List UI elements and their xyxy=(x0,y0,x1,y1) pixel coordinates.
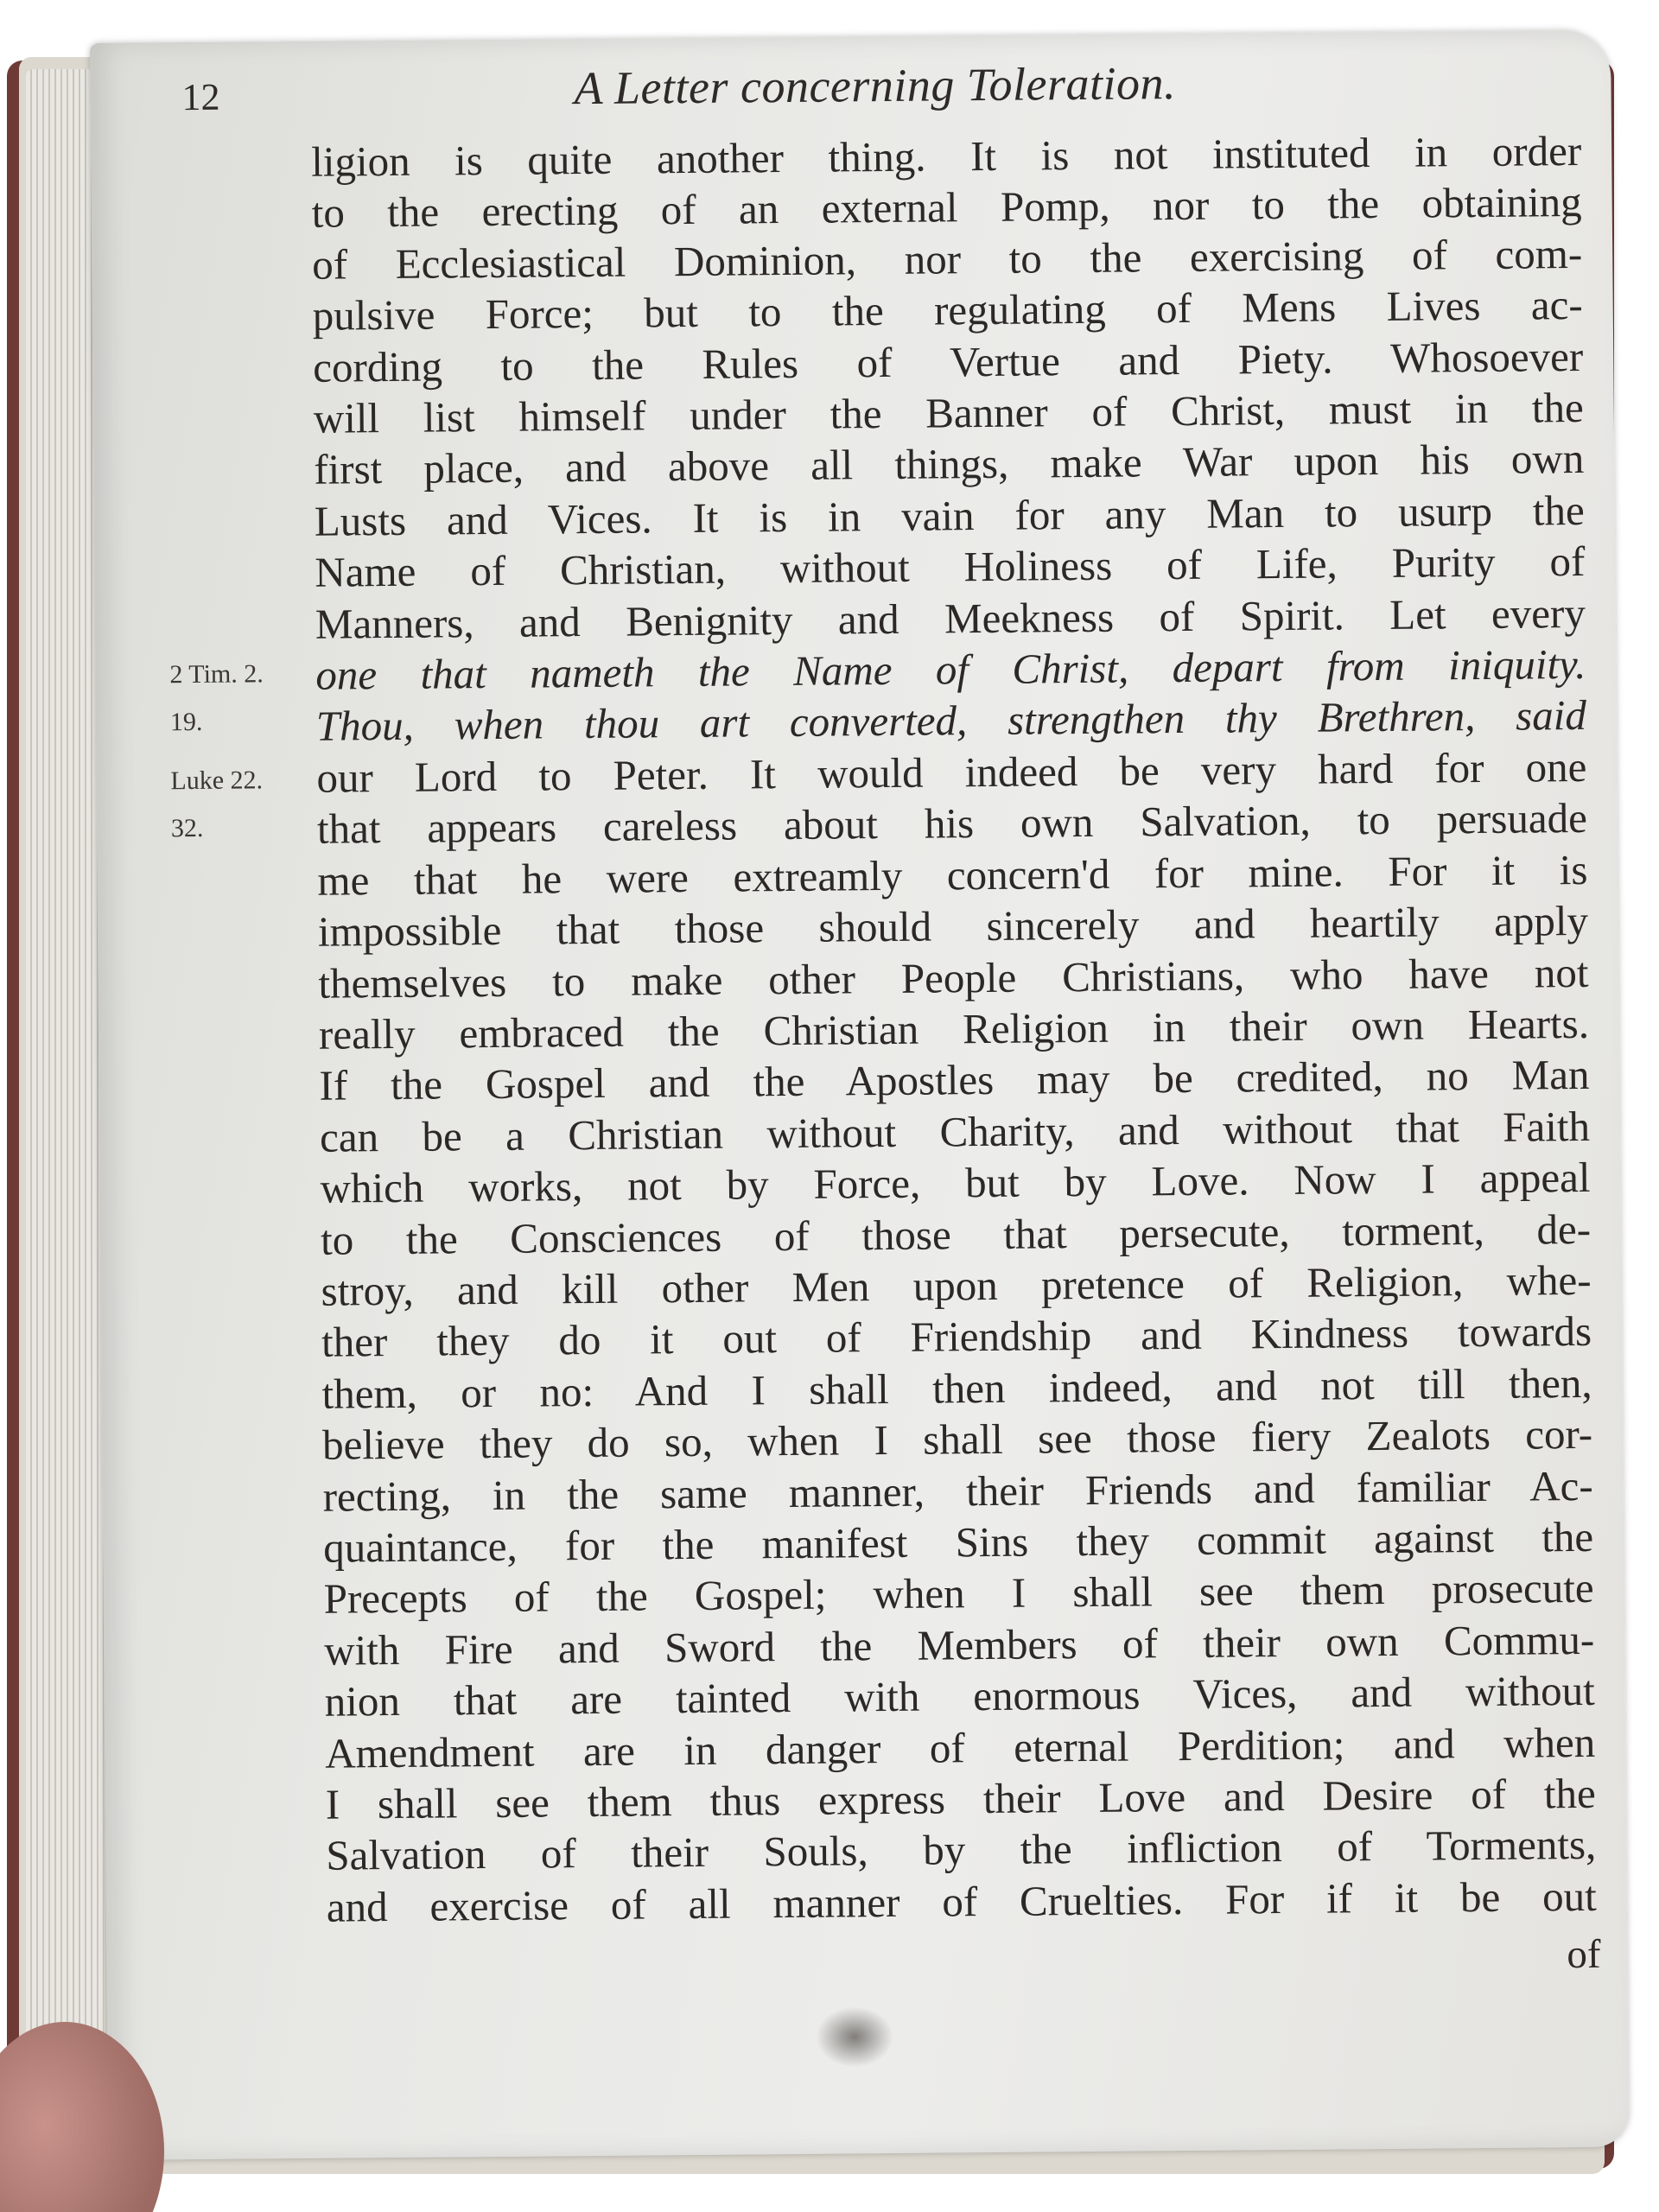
text-line: that appears careless about his own Salvation, to persuade xyxy=(316,794,1588,854)
text-line: themselves to make other People Christians, who have not xyxy=(318,948,1589,1007)
text-line: can be a Christian without Charity, and without that Faith xyxy=(319,1102,1591,1161)
text-line: ligion is quite another thing. It is not instituted in order xyxy=(310,126,1582,186)
text-line: pulsive Force; but to the regulating of Mens Lives ac- xyxy=(312,281,1583,340)
text-line: If the Gospel and the Apostles may be credited, no Man xyxy=(319,1051,1590,1110)
text-line: Salvation of their Souls, by the infliction of Torments, xyxy=(326,1821,1597,1880)
text-line: Lusts and Vices. It is in vain for any Man to usurp the xyxy=(314,486,1586,545)
text-line: Amendment are in danger of eternal Perdition; and when xyxy=(325,1718,1596,1777)
body-text xyxy=(311,125,1597,1933)
text-line: to the Consciences of those that persecute, torment, de- xyxy=(320,1205,1592,1264)
text-line: ther they do it out of Friendship and Kindness towards xyxy=(321,1307,1592,1367)
text-line: Manners, and Benignity and Meekness of Spirit. Let every xyxy=(315,588,1586,648)
text-line: Thou, when thou art converted, strengthen thy Brethren, said xyxy=(315,691,1587,751)
text-line: believe they do so, when I shall see those fiery Zealots cor- xyxy=(321,1410,1593,1469)
text-line: our Lord to Peter. It would indeed be very hard for one xyxy=(316,742,1587,802)
margin-note-citation: Luke 22. xyxy=(170,766,264,796)
margin-note-verse: 32. xyxy=(170,813,204,843)
margin-note-citation: 2 Tim. 2. xyxy=(169,659,264,690)
text-line: of Ecclesiastical Dominion, nor to the exercising of com- xyxy=(312,229,1583,289)
catchword: of xyxy=(1567,1931,1601,1978)
text-line: recting, in the same manner, their Friends and familiar Ac- xyxy=(322,1461,1593,1521)
text-line: Name of Christian, without Holiness of Life, Purity of xyxy=(315,537,1586,597)
book-page xyxy=(90,30,1629,2160)
text-line: me that he were extreamly concern'd for mine. For it is xyxy=(317,845,1588,905)
text-line: and exercise of all manner of Cruelties. For if it be out xyxy=(326,1872,1598,1931)
text-line: nion that are tainted with enormous Vices, and without xyxy=(324,1667,1595,1726)
text-line: quaintance, for the manifest Sins they commit against the xyxy=(322,1512,1594,1572)
text-line: first place, and above all things, make War upon his own xyxy=(314,435,1585,494)
text-line: with Fire and Sword the Members of their own Commu- xyxy=(324,1615,1595,1675)
text-line: which works, not by Force, but by Love. Now I appeal xyxy=(320,1154,1591,1212)
text-line: Precepts of the Gospel; when I shall see them prosecute xyxy=(323,1564,1594,1624)
running-head: A Letter concerning Toleration. xyxy=(574,57,1177,115)
text-line: them, or no: And I shall then indeed, and not till then, xyxy=(321,1358,1592,1418)
text-line: will list himself under the Banner of Christ, must in the xyxy=(313,383,1584,442)
text-line: really embraced the Christian Religion in their own Hearts. xyxy=(318,999,1590,1058)
margin-note-verse: 19. xyxy=(169,707,203,737)
text-line: cording to the Rules of Vertue and Piety. Whosoever xyxy=(313,332,1584,391)
page-number: 12 xyxy=(181,75,220,119)
text-line: to the erecting of an external Pomp, nor to the obtaining xyxy=(311,178,1582,238)
ink-stain xyxy=(816,2006,894,2068)
text-line: one that nameth the Name of Christ, depart from iniquity. xyxy=(315,639,1586,699)
text-line: stroy, and kill other Men upon pretence of Religion, whe- xyxy=(321,1255,1592,1315)
text-line: impossible that those should sincerely and heartily apply xyxy=(317,897,1589,956)
text-line: I shall see them thus express their Love and Desire of the xyxy=(325,1769,1596,1828)
